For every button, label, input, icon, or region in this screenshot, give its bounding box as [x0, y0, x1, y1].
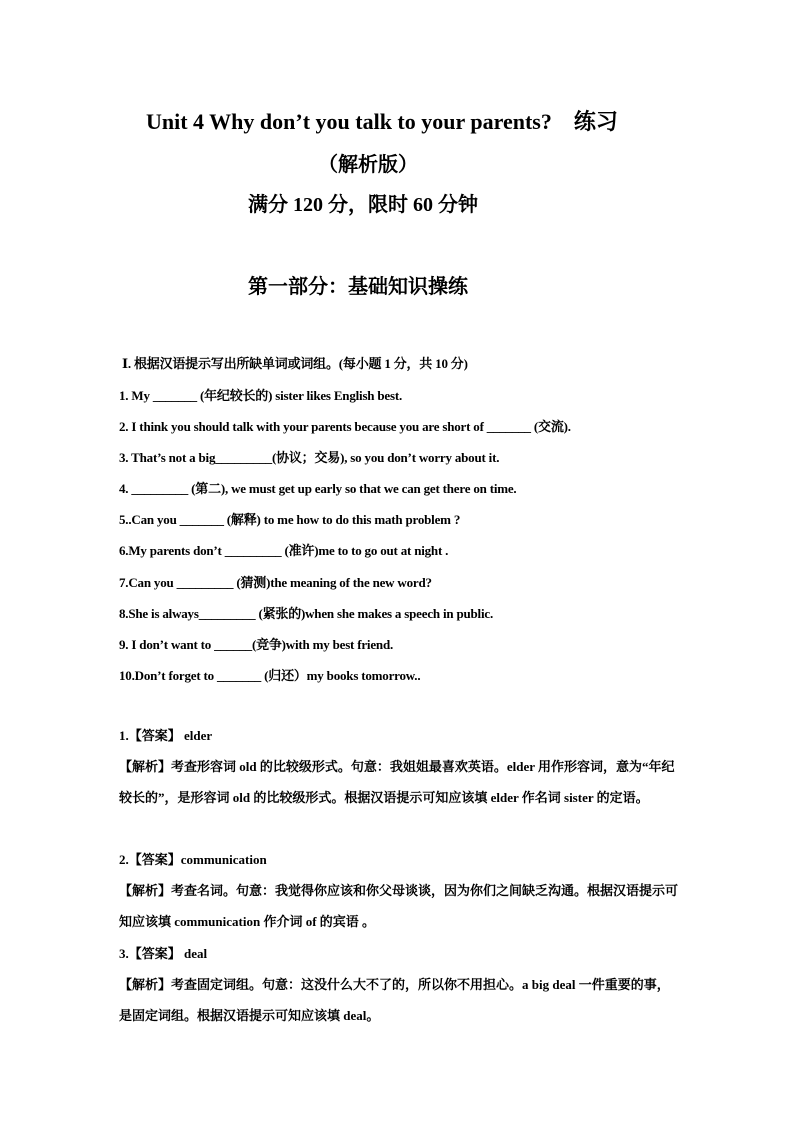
answer-1: 1.【答案】 elder: [119, 728, 213, 743]
question-9: 9. I don’t want to ______(竞争)with my best friend.: [119, 637, 394, 652]
answer-block-2: [119, 844, 679, 937]
document-title: Unit 4 Why don’t you talk to your parents? 练习: [146, 109, 618, 134]
question-4: 4. _________ (第二), we must get up early so that we can get there on time.: [119, 481, 517, 496]
question-8: 8.She is always_________ (紧张的)when she makes a speech in public.: [119, 606, 493, 621]
answer-block-1: [119, 720, 679, 813]
analysis-3: 【解析】考查固定词组。句意：这没什么大不了的，所以你不用担心。a big deal 一件重要的事，是固定词组。根据汉语提示可知应该填 deal。: [119, 977, 670, 1023]
question-6: 6.My parents don’t _________ (准许)me to to go out at night .: [119, 543, 449, 558]
document-subtitle: （解析版）: [318, 154, 418, 176]
answer-2: 2.【答案】communication: [119, 852, 267, 867]
part-title: 第一部分：基础知识操练: [248, 276, 468, 298]
question-5: 5..Can you _______ (解释) to me how to do this math problem ?: [119, 512, 461, 527]
question-7: 7.Can you _________ (猜测)the meaning of the new word?: [119, 575, 432, 590]
score-time-line: 满分 120 分，限时 60 分钟: [248, 194, 478, 216]
question-2: 2. I think you should talk with your parents because you are short of _______ (交流).: [119, 419, 571, 434]
section-heading: Ⅰ. 根据汉语提示写出所缺单词或词组。(每小题 1 分，共 10 分): [122, 356, 468, 371]
analysis-1: 【解析】考查形容词 old 的比较级形式。句意：我姐姐最喜欢英语。elder 用作形容词，意为“年纪较长的”，是形容词 old 的比较级形式。根据汉语提示可知应该填 elder 作名词 sister 的定语。: [119, 759, 675, 805]
analysis-2: 【解析】考查名词。句意：我觉得你应该和你父母谈谈，因为你们之间缺乏沟通。根据汉语提示可知应该填 communication 作介词 of 的宾语 。: [119, 883, 679, 929]
question-1: 1. My _______ (年纪较长的) sister likes English best.: [119, 388, 403, 403]
question-3: 3. That’s not a big_________(协议；交易), so you don’t worry about it.: [119, 450, 500, 465]
answer-3: 3.【答案】 deal: [119, 946, 208, 961]
answer-block-3: [119, 938, 679, 1031]
question-10: 10.Don’t forget to _______ (归还）my books tomorrow..: [119, 668, 421, 683]
